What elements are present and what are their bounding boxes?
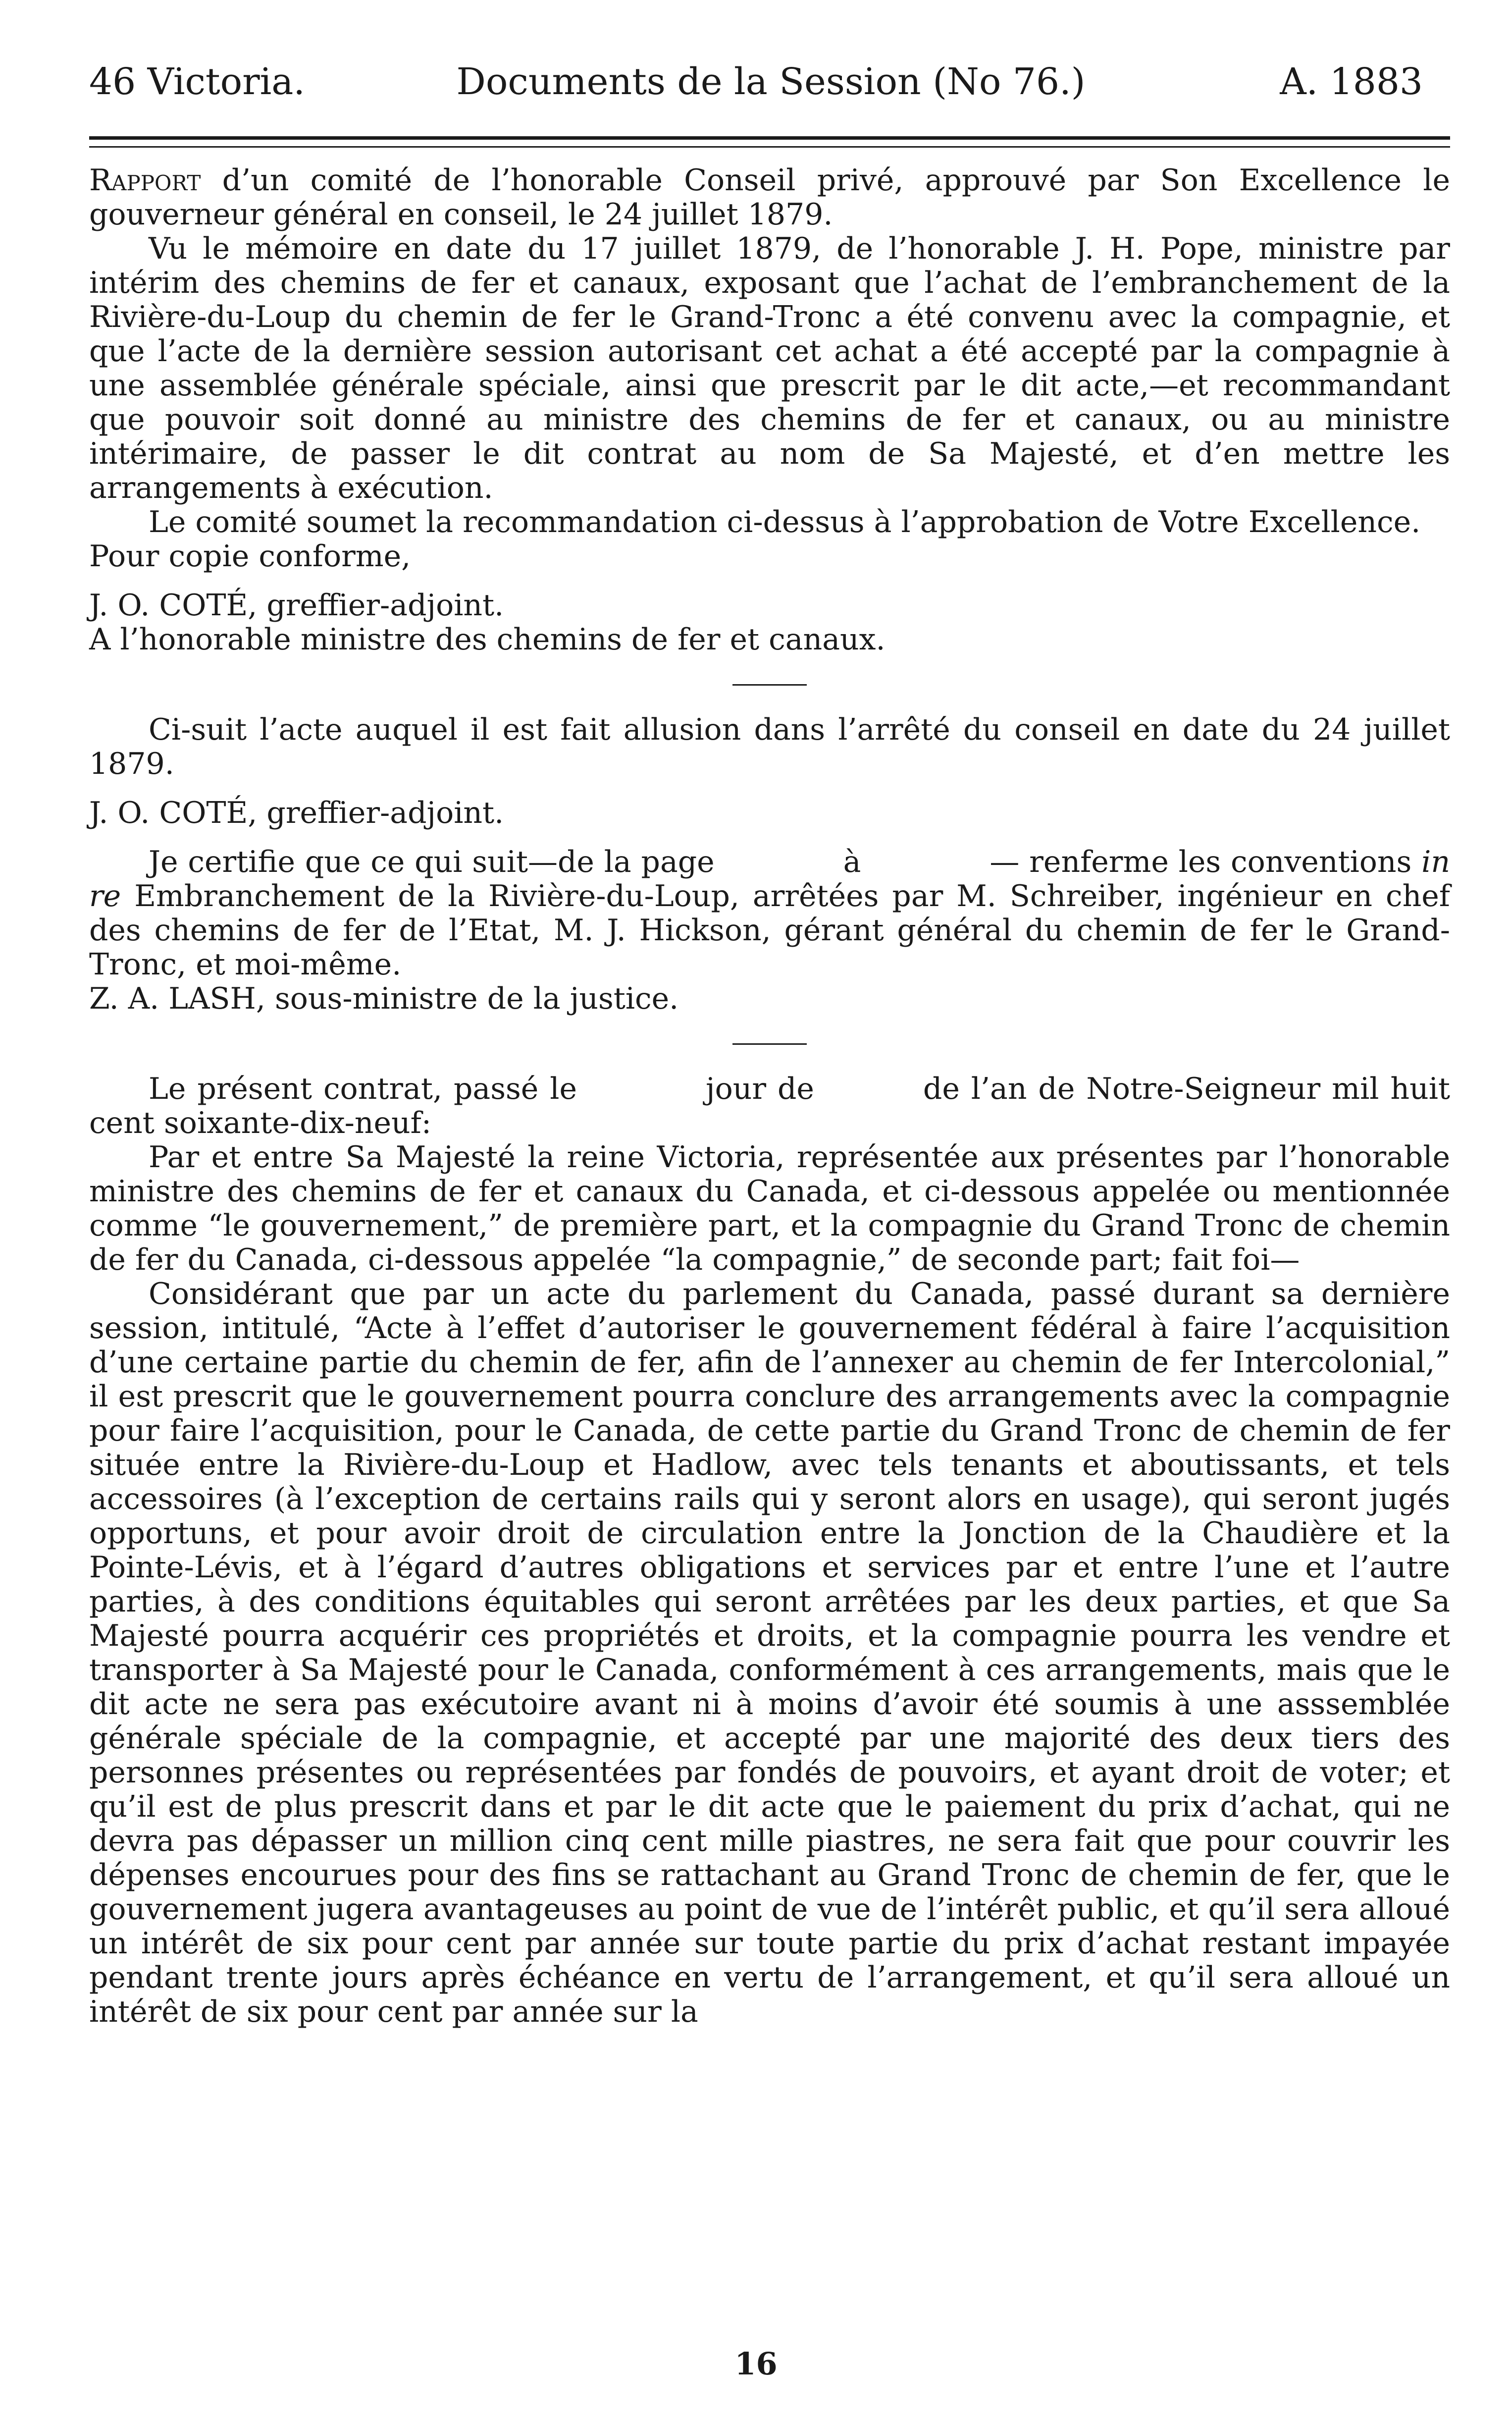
- rapport-signature: J. O. COTÉ, greffier-adjoint.: [89, 588, 504, 623]
- certification-signature: Z. A. LASH, sous-ministre de la justice.: [89, 981, 679, 1016]
- contract-considerant: Considérant que par un acte du parlement du Canada, passé durant sa dernière session, intitulé, “Acte à l’effet d’autoriser le gouvernement fédéral à faire l’acquisition d’une certaine partie du chemin de fer, afin de l’annexer au chemin de fer Intercolonial,” il est prescrit que le gouvernement pourra conclure des arrangements avec la compagnie pour faire l’acquisition, pour le Canada, de cette partie du Grand Tronc de chemin de fer située entre la Rivière-du-Loup et Hadlow, avec tels tenants et aboutissants, et tels accessoires (à l’exception de certains rails qui y seront alors en usage), qui seront jugés opportuns, et pour avoir droit de circulation entre la Jonction de la Chaudière et la Pointe-Lévis, et à l’égard d’autres obligations et services par et entre l’une et l’autre parties, à des conditions équitables qui seront arrêtées par les deux parties, et que Sa Majesté pourra acquérir ces propriétés et droits, et la compagnie pourra les vendre et transporter à Sa Majesté pour le Canada, conformément à ces arrangements, mais que le dit acte ne sera pas exécutoire avant ni à moins d’avoir été soumis à une asssemblée générale spéciale de la compagnie, et accepté par une majorité des deux tiers des personnes présentes ou représentées par fondés de pouvoirs, et ayant droit de voter; et qu’il est de plus prescrit dans et par le dit acte que le paiement du prix d’achat, qui ne devra pas dépasser un million cinq cent mille piastres, ne sera fait que pour couvrir les dépenses encourues pour des fins se rattachant au Grand Tronc de chemin de fer, que le gouvernement jugera avantageuses au point de vue de l’intérêt public, et qu’il sera alloué un intérêt de six pour cent par année sur toute partie du prix d’achat restant impayée pendant trente jours après échéance en vertu de l’arrangement, et qu’il sera alloué un intérêt de six pour cent par année sur la: [89, 1277, 1450, 2029]
- header-left: 46 Victoria.: [89, 60, 305, 103]
- header-title: Documents de la Session (No 76.): [456, 60, 1086, 103]
- acte-note: Ci-suit l’acte auquel il est fait allusion dans l’arrêté du conseil en date du 24 juillet 1879.: [89, 712, 1450, 781]
- contract-parties: Par et entre Sa Majesté la reine Victoria, représentée aux présentes par l’honorable ministre des chemins de fer et canaux du Canada, et ci-dessous appelée ou mentionnée comme “le gouvernement,” de première part, et la compagnie du Grand Tronc de chemin de fer du Canada, ci-dessous appelée “la compagnie,” de seconde part; fait foi—: [89, 1140, 1450, 1277]
- document-body: [89, 163, 1450, 2029]
- header-rule-thin: [89, 146, 1450, 148]
- in-re: in re: [89, 845, 1451, 914]
- header-right: A. 1883: [1280, 60, 1423, 103]
- contract-opening: Le présent contrat, passé le jour de de l’an de Notre-Seigneur mil huit cent soixante-dix-neuf:: [89, 1072, 1450, 1140]
- header-rule-thick: [89, 136, 1450, 140]
- rapport-paragraph-1: Vu le mémoire en date du 17 juillet 1879, de l’honorable J. H. Pope, ministre par intérim des chemins de fer et canaux, exposant que l’achat de l’embranchement de la Rivière-du-Loup du chemin de fer le Grand-Tronc a été convenu avec la compagnie, et que l’acte de la dernière session autorisant cet achat a été accepté par la compagnie à une assemblée générale spéciale, ainsi que prescrit par le dit acte,—et recommandant que pouvoir soit donné au ministre des chemins de fer et canaux, ou au ministre intérimaire, de passer le dit contrat au nom de Sa Majesté, et d’en mettre les arrangements à exécution.: [89, 231, 1450, 505]
- page-number: 16: [734, 2346, 778, 2382]
- rapport-lead: Rapport: [89, 163, 201, 198]
- rapport-rest: d’un comité de l’honorable Conseil privé, approuvé par Son Excellence le gouverneur général en conseil, le 24 juillet 1879.: [89, 163, 1450, 232]
- rapport-address: A l’honorable ministre des chemins de fer et canaux.: [89, 622, 886, 657]
- rapport-paragraph-2: Le comité soumet la recommandation ci-dessus à l’approbation de Votre Excellence.: [149, 505, 1421, 539]
- acte-note-signature: J. O. COTÉ, greffier-adjoint.: [89, 796, 504, 830]
- running-header: [89, 54, 1453, 109]
- copie-conforme: Pour copie conforme,: [89, 539, 411, 574]
- rapport-heading: [89, 163, 1450, 232]
- certification-paragraph: Je certifie que ce qui suit—de la page à — renferme les conventions in re Embranchement de la Rivière-du-Loup, arrêtées par M. Schreiber, ingénieur en chef des chemins de fer de l’Etat, M. J. Hickson, gérant général du chemin de fer le Grand-Tronc, et moi-même.: [89, 845, 1451, 982]
